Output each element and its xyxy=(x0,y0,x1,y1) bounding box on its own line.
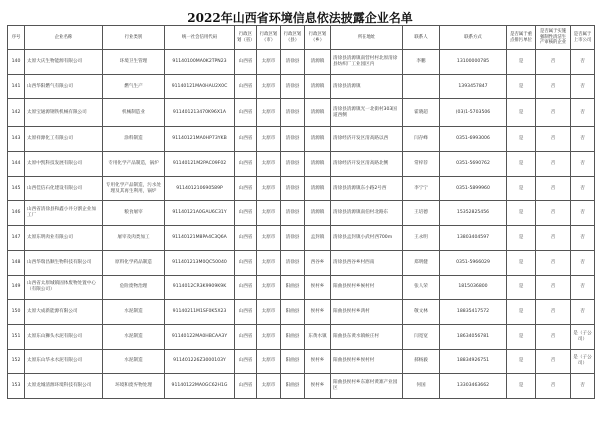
table-row xyxy=(8,300,595,325)
column-header: 序号 xyxy=(8,26,25,50)
company-name: 山西佳信石化建设有限公司 xyxy=(25,176,103,201)
table-row xyxy=(8,74,595,99)
company-name: 太原东山华永水泥有限公司 xyxy=(25,349,103,374)
county: 清徐县 xyxy=(281,74,305,99)
listed-company-flag: 是（子公司） xyxy=(571,324,595,349)
township: 侯村乡 xyxy=(305,374,331,399)
township: 侯村乡 xyxy=(305,300,331,325)
contact-phone: 0351-6993006 xyxy=(440,127,507,152)
listed-company-flag: 否 xyxy=(571,99,595,127)
contact-person xyxy=(403,74,440,99)
city: 太原市 xyxy=(257,50,281,75)
township: 侯村乡 xyxy=(305,349,331,374)
address: 阳曲县侯村乡侯村村 xyxy=(331,349,403,374)
city: 太原市 xyxy=(257,176,281,201)
listed-company-flag: 否 xyxy=(571,201,595,226)
credit-code: 911401213470K96X1A xyxy=(165,99,235,127)
company-name: 太原大庆生物能源有限公司 xyxy=(25,50,103,75)
listed-company-flag: 否 xyxy=(571,176,595,201)
province: 山西省 xyxy=(235,324,257,349)
credit-code: 91140122MA0HBCAA3Y xyxy=(165,324,235,349)
address: 清徐县清源镇南伯村北路东 xyxy=(331,201,403,226)
table-row xyxy=(8,176,595,201)
contact-phone: 0351-5899960 xyxy=(440,176,507,201)
contact-phone: 0351-5966029 xyxy=(440,250,507,275)
company-name: 山西省太原城镇固体废物处置中心（有限公司） xyxy=(25,275,103,300)
industry-category: 粮食屠宰 xyxy=(103,201,165,226)
credit-code: 911401213M0QC50040 xyxy=(165,250,235,275)
township: 清源镇 xyxy=(305,99,331,127)
city: 太原市 xyxy=(257,152,281,177)
city: 太原市 xyxy=(257,374,281,399)
township: 清源镇 xyxy=(305,176,331,201)
contact-person: 何国 xyxy=(403,374,440,399)
key-polluter-flag: 是 xyxy=(507,127,536,152)
city: 太原市 xyxy=(257,349,281,374)
county: 阳曲县 xyxy=(281,374,305,399)
county: 清徐县 xyxy=(281,226,305,251)
key-polluter-flag: 是 xyxy=(507,74,536,99)
province: 山西省 xyxy=(235,152,257,177)
table-row xyxy=(8,152,595,177)
listed-company-flag: 否 xyxy=(571,250,595,275)
column-header: 是否属于实施强制性清洁生产审核的企业 xyxy=(536,26,571,50)
row-number: 149 xyxy=(8,275,25,300)
table-row xyxy=(8,226,595,251)
township: 孟封镇 xyxy=(305,226,331,251)
industry-category: 专用化学产品制造，污水处理及其再生利用，锅炉 xyxy=(103,176,165,201)
listed-company-flag: 是（子公司） xyxy=(571,349,595,374)
clean-audit-flag: 否 xyxy=(536,201,571,226)
county: 清徐县 xyxy=(281,50,305,75)
contact-phone: 1815036800 xyxy=(440,275,507,300)
township: 清源镇 xyxy=(305,127,331,152)
contact-phone: 18634056781 xyxy=(440,324,507,349)
township: 西谷乡 xyxy=(305,250,331,275)
key-polluter-flag: 是 xyxy=(507,176,536,201)
township: 清源镇 xyxy=(305,201,331,226)
address: 清徐县清源镇光一北街村303国道西侧 xyxy=(331,99,403,127)
table-row xyxy=(8,349,595,374)
column-header: 联系人 xyxy=(403,26,440,50)
contact-phone: 13100000785 xyxy=(440,50,507,75)
contact-person: 闫存峰 xyxy=(403,127,440,152)
province: 山西省 xyxy=(235,201,257,226)
industry-category: 专用化学产品制造，锅炉 xyxy=(103,152,165,177)
address: 阳曲县侯村乡东寨村黄寨产业园区 xyxy=(331,374,403,399)
contact-phone: 13803404597 xyxy=(440,226,507,251)
table-row xyxy=(8,374,595,399)
county: 清徐县 xyxy=(281,201,305,226)
credit-code: 91140121M2PAC09F02 xyxy=(165,152,235,177)
city: 太原市 xyxy=(257,99,281,127)
row-number: 151 xyxy=(8,324,25,349)
key-polluter-flag: 是 xyxy=(507,226,536,251)
contact-phone: 0351-5690762 xyxy=(440,152,507,177)
row-number: 145 xyxy=(8,176,25,201)
column-header: 所在地址 xyxy=(331,26,403,50)
contact-person: 郑明健 xyxy=(403,250,440,275)
key-polluter-flag: 是 xyxy=(507,374,536,399)
clean-audit-flag: 否 xyxy=(536,127,571,152)
city: 太原市 xyxy=(257,324,281,349)
county: 阳曲县 xyxy=(281,275,305,300)
contact-phone: 18835417572 xyxy=(440,300,507,325)
contact-person: 李宁宁 xyxy=(403,176,440,201)
county: 阳曲县 xyxy=(281,324,305,349)
province: 山西省 xyxy=(235,300,257,325)
company-name: 太原东山狮头水泥有限公司 xyxy=(25,324,103,349)
key-polluter-flag: 是 xyxy=(507,99,536,127)
township: 清源镇 xyxy=(305,152,331,177)
listed-company-flag: 否 xyxy=(571,374,595,399)
clean-audit-flag: 否 xyxy=(536,226,571,251)
column-header: 行政区划（乡） xyxy=(305,26,331,50)
row-number: 150 xyxy=(8,300,25,325)
column-header: 是否属于重点排污单位 xyxy=(507,26,536,50)
enterprise-table xyxy=(7,25,595,399)
column-header: 行业类别 xyxy=(103,26,165,50)
province: 山西省 xyxy=(235,99,257,127)
industry-category: 燃气生产 xyxy=(103,74,165,99)
key-polluter-flag: 是 xyxy=(507,50,536,75)
table-row xyxy=(8,201,595,226)
county: 清徐县 xyxy=(281,250,305,275)
industry-category: 水泥制造 xyxy=(103,324,165,349)
county: 阳曲县 xyxy=(281,349,305,374)
contact-person: 李鹏 xyxy=(403,50,440,75)
credit-code: 91140121MA0HAU2X0C xyxy=(165,74,235,99)
township: 清源镇 xyxy=(305,74,331,99)
column-header: 联系方式 xyxy=(440,26,507,50)
contact-phone: 18834926751 xyxy=(440,349,507,374)
city: 太原市 xyxy=(257,250,281,275)
listed-company-flag: 否 xyxy=(571,152,595,177)
county: 清徐县 xyxy=(281,99,305,127)
row-number: 143 xyxy=(8,127,25,152)
industry-category: 原料化学药品制造 xyxy=(103,250,165,275)
table-row xyxy=(8,250,595,275)
contact-person: 霍晓超 xyxy=(403,99,440,127)
table-header-row xyxy=(8,26,595,50)
address: 清徐经济开发区清高路北侧 xyxy=(331,152,403,177)
row-number: 141 xyxy=(8,74,25,99)
company-name: 太原龙城清源环境科技有限公司 xyxy=(25,374,103,399)
county: 清徐县 xyxy=(281,176,305,201)
industry-category: 环境和废弃物处理 xyxy=(103,374,165,399)
province: 山西省 xyxy=(235,176,257,201)
contact-phone: 1393457847 xyxy=(440,74,507,99)
township: 东黄水镇 xyxy=(305,324,331,349)
contact-person: 常梓荐 xyxy=(403,152,440,177)
address: 清徐县孟封镇小武村西700m xyxy=(331,226,403,251)
clean-audit-flag: 否 xyxy=(536,275,571,300)
listed-company-flag: 否 xyxy=(571,275,595,300)
column-header: 行政区划（县） xyxy=(281,26,305,50)
province: 山西省 xyxy=(235,275,257,300)
table-row xyxy=(8,50,595,75)
key-polluter-flag: 是 xyxy=(507,201,536,226)
province: 山西省 xyxy=(235,349,257,374)
address: 阳曲县东黄水镇候庄村 xyxy=(331,324,403,349)
listed-company-flag: 否 xyxy=(571,50,595,75)
clean-audit-flag: 否 xyxy=(536,152,571,177)
credit-code: 91140121M8PA4C3Q6A xyxy=(165,226,235,251)
contact-person: 王培德 xyxy=(403,201,440,226)
column-header: 行政区划（省） xyxy=(235,26,257,50)
industry-category: 涂料制造 xyxy=(103,127,165,152)
column-header: 是否属于上市公司 xyxy=(571,26,595,50)
city: 太原市 xyxy=(257,275,281,300)
industry-category: 屠宰及肉类加工 xyxy=(103,226,165,251)
key-polluter-flag: 是 xyxy=(507,324,536,349)
row-number: 146 xyxy=(8,201,25,226)
clean-audit-flag: 否 xyxy=(536,99,571,127)
credit-code: 91140121MA0HP73YKB xyxy=(165,127,235,152)
clean-audit-flag: 否 xyxy=(536,349,571,374)
address: 清徐县清源镇南营村村北原清徐县纺织厂工业园区内 xyxy=(331,50,403,75)
credit-code: 91140211M1SF0K5X23 xyxy=(165,300,235,325)
industry-category: 危险废物治理 xyxy=(103,275,165,300)
credit-code: 91140121A0GAU6C31Y xyxy=(165,201,235,226)
contact-phone: 15352825456 xyxy=(440,201,507,226)
industry-category: 水泥制造 xyxy=(103,300,165,325)
row-number: 147 xyxy=(8,226,25,251)
clean-audit-flag: 否 xyxy=(536,50,571,75)
table-row xyxy=(8,99,595,127)
clean-audit-flag: 否 xyxy=(536,250,571,275)
address: 清徐县清源镇东小路2号西 xyxy=(331,176,403,201)
company-name: 山西华瑞昌顺生物科技有限公司 xyxy=(25,250,103,275)
company-name: 太原东明肉业有限公司 xyxy=(25,226,103,251)
column-header: 统一社会信用代码 xyxy=(165,26,235,50)
column-header: 行政区划（市） xyxy=(257,26,281,50)
table-row xyxy=(8,127,595,152)
table-row xyxy=(8,324,595,349)
county: 清徐县 xyxy=(281,152,305,177)
credit-code: 911401210690589P xyxy=(165,176,235,201)
county: 阳曲县 xyxy=(281,300,305,325)
city: 太原市 xyxy=(257,74,281,99)
township: 侯村乡 xyxy=(305,275,331,300)
province: 山西省 xyxy=(235,226,257,251)
province: 山西省 xyxy=(235,50,257,75)
credit-code: 9114012CR3K9909K9K xyxy=(165,275,235,300)
row-number: 140 xyxy=(8,50,25,75)
address: 阳曲县侯村乡候村村 xyxy=(331,275,403,300)
address: 清徐经济开发区清高路以西 xyxy=(331,127,403,152)
city: 太原市 xyxy=(257,201,281,226)
company-name: 太原祥源化工有限公司 xyxy=(25,127,103,152)
contact-phone: (03)1-5703506 xyxy=(440,99,507,127)
listed-company-flag: 否 xyxy=(571,74,595,99)
clean-audit-flag: 否 xyxy=(536,176,571,201)
contact-person: 王永明 xyxy=(403,226,440,251)
key-polluter-flag: 是 xyxy=(507,349,536,374)
row-number: 144 xyxy=(8,152,25,177)
row-number: 152 xyxy=(8,349,25,374)
listed-company-flag: 否 xyxy=(571,226,595,251)
clean-audit-flag: 否 xyxy=(536,374,571,399)
row-number: 142 xyxy=(8,99,25,127)
contact-person: 郝杨毅 xyxy=(403,349,440,374)
contact-person: 敬文林 xyxy=(403,300,440,325)
listed-company-flag: 否 xyxy=(571,127,595,152)
column-header: 企业名称 xyxy=(25,26,103,50)
key-polluter-flag: 是 xyxy=(507,300,536,325)
address: 清徐县清源镇 xyxy=(331,74,403,99)
province: 山西省 xyxy=(235,374,257,399)
contact-person: 张人荣 xyxy=(403,275,440,300)
company-name: 山西华阳燃气有限公司 xyxy=(25,74,103,99)
key-polluter-flag: 是 xyxy=(507,152,536,177)
company-name: 山西省清徐县和鑫小井分割企业加工厂 xyxy=(25,201,103,226)
industry-category: 水泥制造 xyxy=(103,349,165,374)
industry-category: 环境卫生管理 xyxy=(103,50,165,75)
province: 山西省 xyxy=(235,250,257,275)
credit-code: 91140100MA0K2TPN23 xyxy=(165,50,235,75)
clean-audit-flag: 否 xyxy=(536,300,571,325)
contact-person: 闫宽宽 xyxy=(403,324,440,349)
address: 清徐县西谷乡村西南 xyxy=(331,250,403,275)
listed-company-flag: 否 xyxy=(571,300,595,325)
township: 清源镇 xyxy=(305,50,331,75)
company-name: 太原中凯科技发展有限公司 xyxy=(25,152,103,177)
contact-phone: 13303463662 xyxy=(440,374,507,399)
province: 山西省 xyxy=(235,74,257,99)
row-number: 148 xyxy=(8,250,25,275)
key-polluter-flag: 是 xyxy=(507,250,536,275)
document-title: 2022年山西省环境信息依法披露企业名单 xyxy=(187,11,413,25)
row-number: 153 xyxy=(8,374,25,399)
company-name: 太原宝通源钢铁机械有限公司 xyxy=(25,99,103,127)
clean-audit-flag: 否 xyxy=(536,324,571,349)
credit-code: 911401226Z3000103Y xyxy=(165,349,235,374)
city: 太原市 xyxy=(257,226,281,251)
table-row xyxy=(8,275,595,300)
company-name: 太原大成新能源有限公司 xyxy=(25,300,103,325)
city: 太原市 xyxy=(257,300,281,325)
credit-code: 91140122MA0GC62H1G xyxy=(165,374,235,399)
province: 山西省 xyxy=(235,127,257,152)
city: 太原市 xyxy=(257,127,281,152)
address: 阳曲县侯村乡鸿村 xyxy=(331,300,403,325)
industry-category: 机械制造业 xyxy=(103,99,165,127)
key-polluter-flag: 是 xyxy=(507,275,536,300)
clean-audit-flag: 否 xyxy=(536,74,571,99)
county: 清徐县 xyxy=(281,127,305,152)
table-body xyxy=(8,50,595,399)
